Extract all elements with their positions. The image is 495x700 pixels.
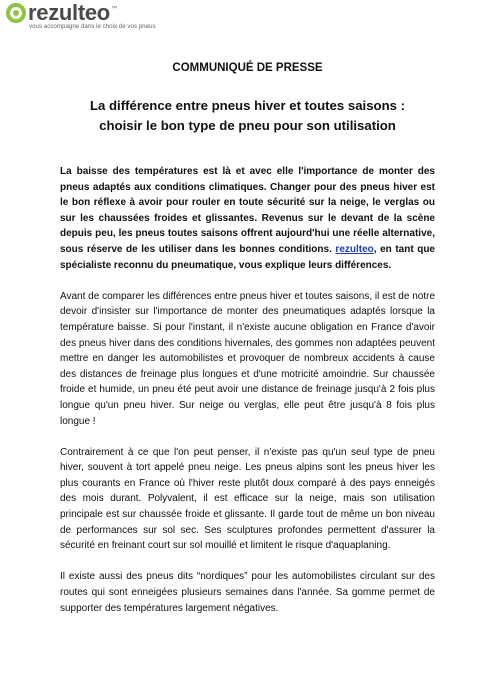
tire-logo-icon xyxy=(6,3,26,23)
article-body xyxy=(60,164,435,632)
rezulteo-logo xyxy=(6,2,156,30)
body-paragraph: Contrairement à ce que l'on peut penser, il n'existe pas qu'un seul type de pneu hiver, souvent à tort appelé pneu neige. Les pneus alpins sont les pneus hiver les plus courants en France où l'hiver reste plutôt doux comparé à des pays enneigés des mois durant. Polyvalent, il est efficace sur la neige, mais son utilisation principale est sur chaussée froide et glissante. Il garde tout de même un bon niveau de performances sur sol sec. Ses sculptures profondes permettent d'assurer la sécurité en freinant court sur sol mouillé et limitent le risque d'aquaplaning. xyxy=(60,446,435,552)
lead-text-part-2: , en tant que spécialiste reconnu du pneumatique, vous explique leurs différences. xyxy=(60,243,435,271)
logo-wordmark: rezulteo xyxy=(28,0,110,25)
logo-trademark: ™ xyxy=(110,6,117,12)
press-release-heading: COMMUNIQUÉ DE PRESSE xyxy=(172,62,323,74)
document-title xyxy=(40,96,455,136)
rezulteo-link[interactable]: rezulteo xyxy=(335,243,374,255)
lead-text-part-1: La baisse des températures est là et avec elle l'importance de monter des pneus adaptés aux conditions climatiques. Changer pour des pneus hiver est le bon réflexe à avoir pour rouler en toute sécurité sur la neige, le verglas ou sur les chaussées froides et glissantes. Revenus sur le devant de la scène depuis peu, les pneus toutes saisons offrent aujourd'hui une réelle alternative, sous réserve de les utiliser dans les bonnes conditions. xyxy=(60,166,435,255)
title-line-1: La différence entre pneus hiver et toutes saisons : xyxy=(89,98,406,113)
body-paragraph: Il existe aussi des pneus dits “nordiques” pour les automobilistes circulant sur des routes qui sont enneigées plusieurs semaines dans l'année. Sa gomme permet de supporter des températures largement négatives. xyxy=(60,571,435,614)
logo-tagline: vous accompagne dans le choix de vos pneus xyxy=(29,23,156,30)
lead-paragraph xyxy=(60,164,435,273)
title-line-2: choisir le bon type de pneu pour son utilisation xyxy=(99,118,396,133)
body-paragraph: Avant de comparer les différences entre pneus hiver et toutes saisons, il est de notre devoir d'insister sur l'importance de monter des pneumatiques adaptés lorsque la température baisse. Si pour l'instant, il n'existe aucune obligation en France d'avoir des pneus hiver dans des conditions hivernales, des gommes non adaptées peuvent mettre en danger les automobilistes et provoquer de nombreux accidents à cause des distances de freinage plus longues et d'une motricité amoindrie. Sur chaussée froide et humide, un pneu été peut avoir une distance de freinage jusqu'à 2 fois plus longue qu'un pneu hiver. Sur neige ou verglas, elle peut être jusqu'à 8 fois plus longue ! xyxy=(60,290,435,427)
